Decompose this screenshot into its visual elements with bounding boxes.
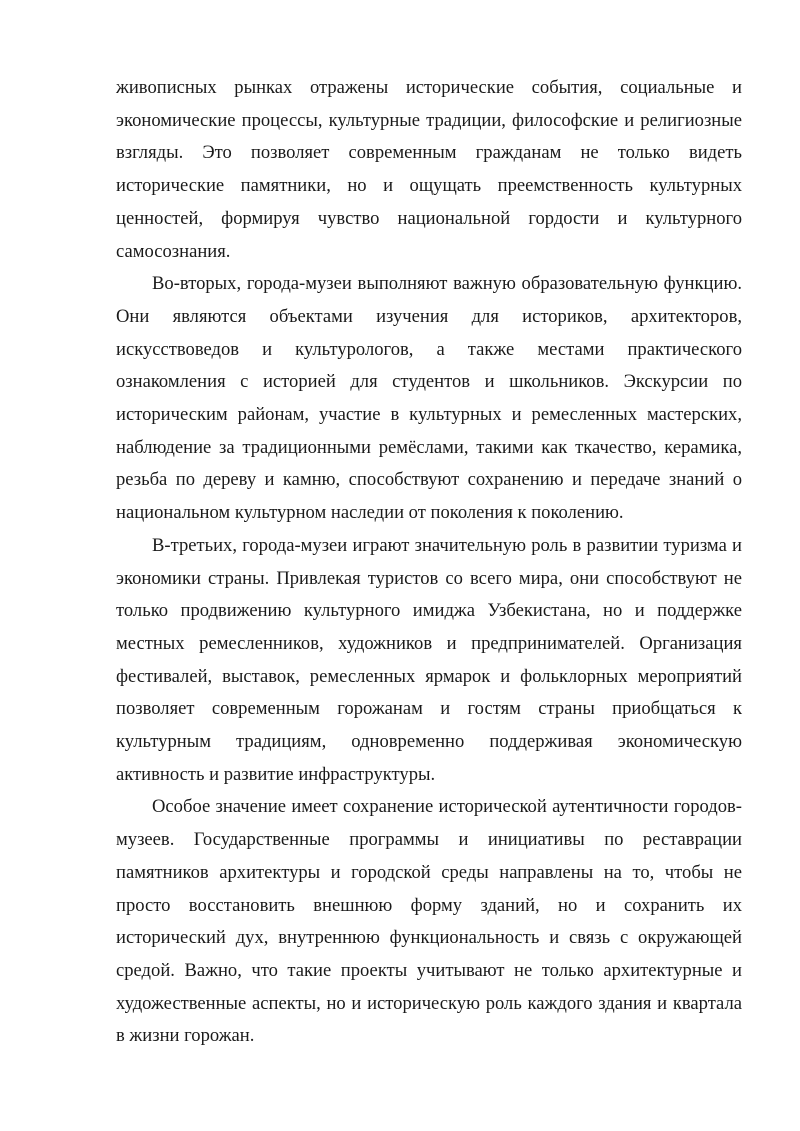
document-page xyxy=(116,72,742,1053)
paragraph-continuation: живописных рынках отражены исторические события, социальные и экономические процессы, культурные традиции, философские и религиозные взгляды. Это позволяет современным гражданам не только видеть исторические памятники, но и ощущать преемственность культурных ценностей, формируя чувство национальной гордости и культурного самосознания. xyxy=(116,77,742,262)
paragraph-education: Во-вторых, города-музеи выполняют важную образовательную функцию. Они являются объектами изучения для историков, архитекторов, искусствоведов и культурологов, а также местами практического ознакомления с историей для студентов и школьников. Экскурсии по историческим районам, участие в культурных и ремесленных мастерских, наблюдение за традиционными ремёслами, такими как ткачество, керамика, резьба по дереву и камню, способствуют сохранению и передаче знаний о национальном культурном наследии от поколения к поколению. xyxy=(116,273,742,524)
paragraph-authenticity: Особое значение имеет сохранение исторической аутентичности городов-музеев. Государственные программы и инициативы по реставрации памятников архитектуры и городской среды направлены на то, чтобы не просто восстановить внешнюю форму зданий, но и сохранить их исторический дух, внутреннюю функциональность и связь с окружающей средой. Важно, что такие проекты учитывают не только архитектурные и художественные аспекты, но и историческую роль каждого здания и квартала в жизни горожан. xyxy=(116,796,742,1047)
paragraph-tourism: В-третьих, города-музеи играют значительную роль в развитии туризма и экономики страны. Привлекая туристов со всего мира, они способствуют не только продвижению культурного имиджа Узбекистана, но и поддержке местных ремесленников, художников и предпринимателей. Организация фестивалей, выставок, ремесленных ярмарок и фольклорных мероприятий позволяет современным горожанам и гостям страны приобщаться к культурным традициям, одновременно поддерживая экономическую активность и развитие инфраструктуры. xyxy=(116,534,742,785)
